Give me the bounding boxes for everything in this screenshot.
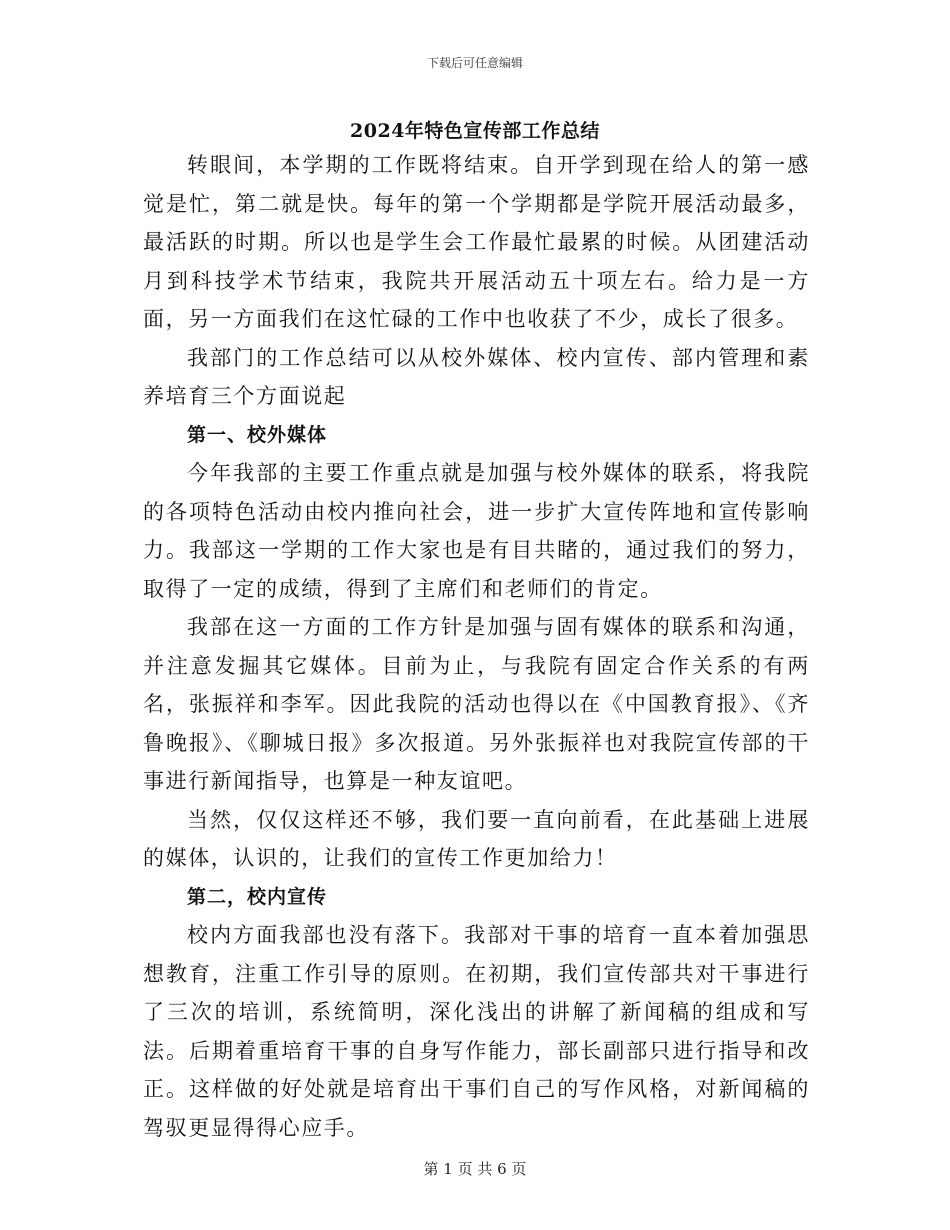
document-body [143, 146, 810, 1147]
paragraph-external-media-focus: 今年我部的主要工作重点就是加强与校外媒体的联系，将我院的各项特色活动由校内推向社会，进一步扩大宣传阵地和宣传影响力。我部这一学期的工作大家也是有目共睹的，通过我们的努力，取得了一定的成绩，得到了主席们和老师们的肯定。 [143, 461, 810, 601]
paragraph-intro: 转眼间，本学期的工作既将结束。自开学到现在给人的第一感觉是忙，第二就是快。每年的第一个学期都是学院开展活动最多，最活跃的时期。所以也是学生会工作最忙最累的时候。从团建活动月到科技学术节结束，我院共开展活动五十项左右。给力是一方面，另一方面我们在这忙碌的工作中也收获了不少，成长了很多。 [143, 153, 810, 331]
page-header: 下载后可任意编辑 [426, 56, 523, 70]
section-heading-external-media: 第一、校外媒体 [187, 423, 328, 446]
paragraph-campus-publicity: 校内方面我部也没有落下。我部对干事的培育一直本着加强思想教育，注重工作引导的原则。在初期，我们宣传部共对干事进行了三次的培训，系统简明，深化浅出的讲解了新闻稿的组成和写法。后期着重培育干事的自身写作能力，部长副部只进行指导和改正。这样做的好处就是培育出干事们自己的写作风格，对新闻稿的驾驭更显得得心应手。 [143, 923, 810, 1140]
page-number: 第 1 页 共 6 页 [423, 1160, 527, 1178]
paragraph-overview: 我部门的工作总结可以从校外媒体、校内宣传、部内管理和素养培育三个方面说起 [143, 345, 810, 408]
paragraph-external-media-policy: 我部在这一方面的工作方针是加强与固有媒体的联系和沟通，并注意发掘其它媒体。目前为止，与我院有固定合作关系的有两名，张振祥和李军。因此我院的活动也得以在《中国教育报》、《齐鲁晚报》、《聊城日报》多次报道。另外张振祥也对我院宣传部的干事进行新闻指导，也算是一种友谊吧。 [143, 615, 810, 793]
document-title: 2024年特色宣传部工作总结 [350, 120, 600, 142]
paragraph-external-media-outlook: 当然，仅仅这样还不够，我们要一直向前看，在此基础上进展的媒体，认识的，让我们的宣传工作更加给力！ [143, 807, 810, 870]
section-heading-campus-publicity: 第二，校内宣传 [187, 885, 328, 908]
